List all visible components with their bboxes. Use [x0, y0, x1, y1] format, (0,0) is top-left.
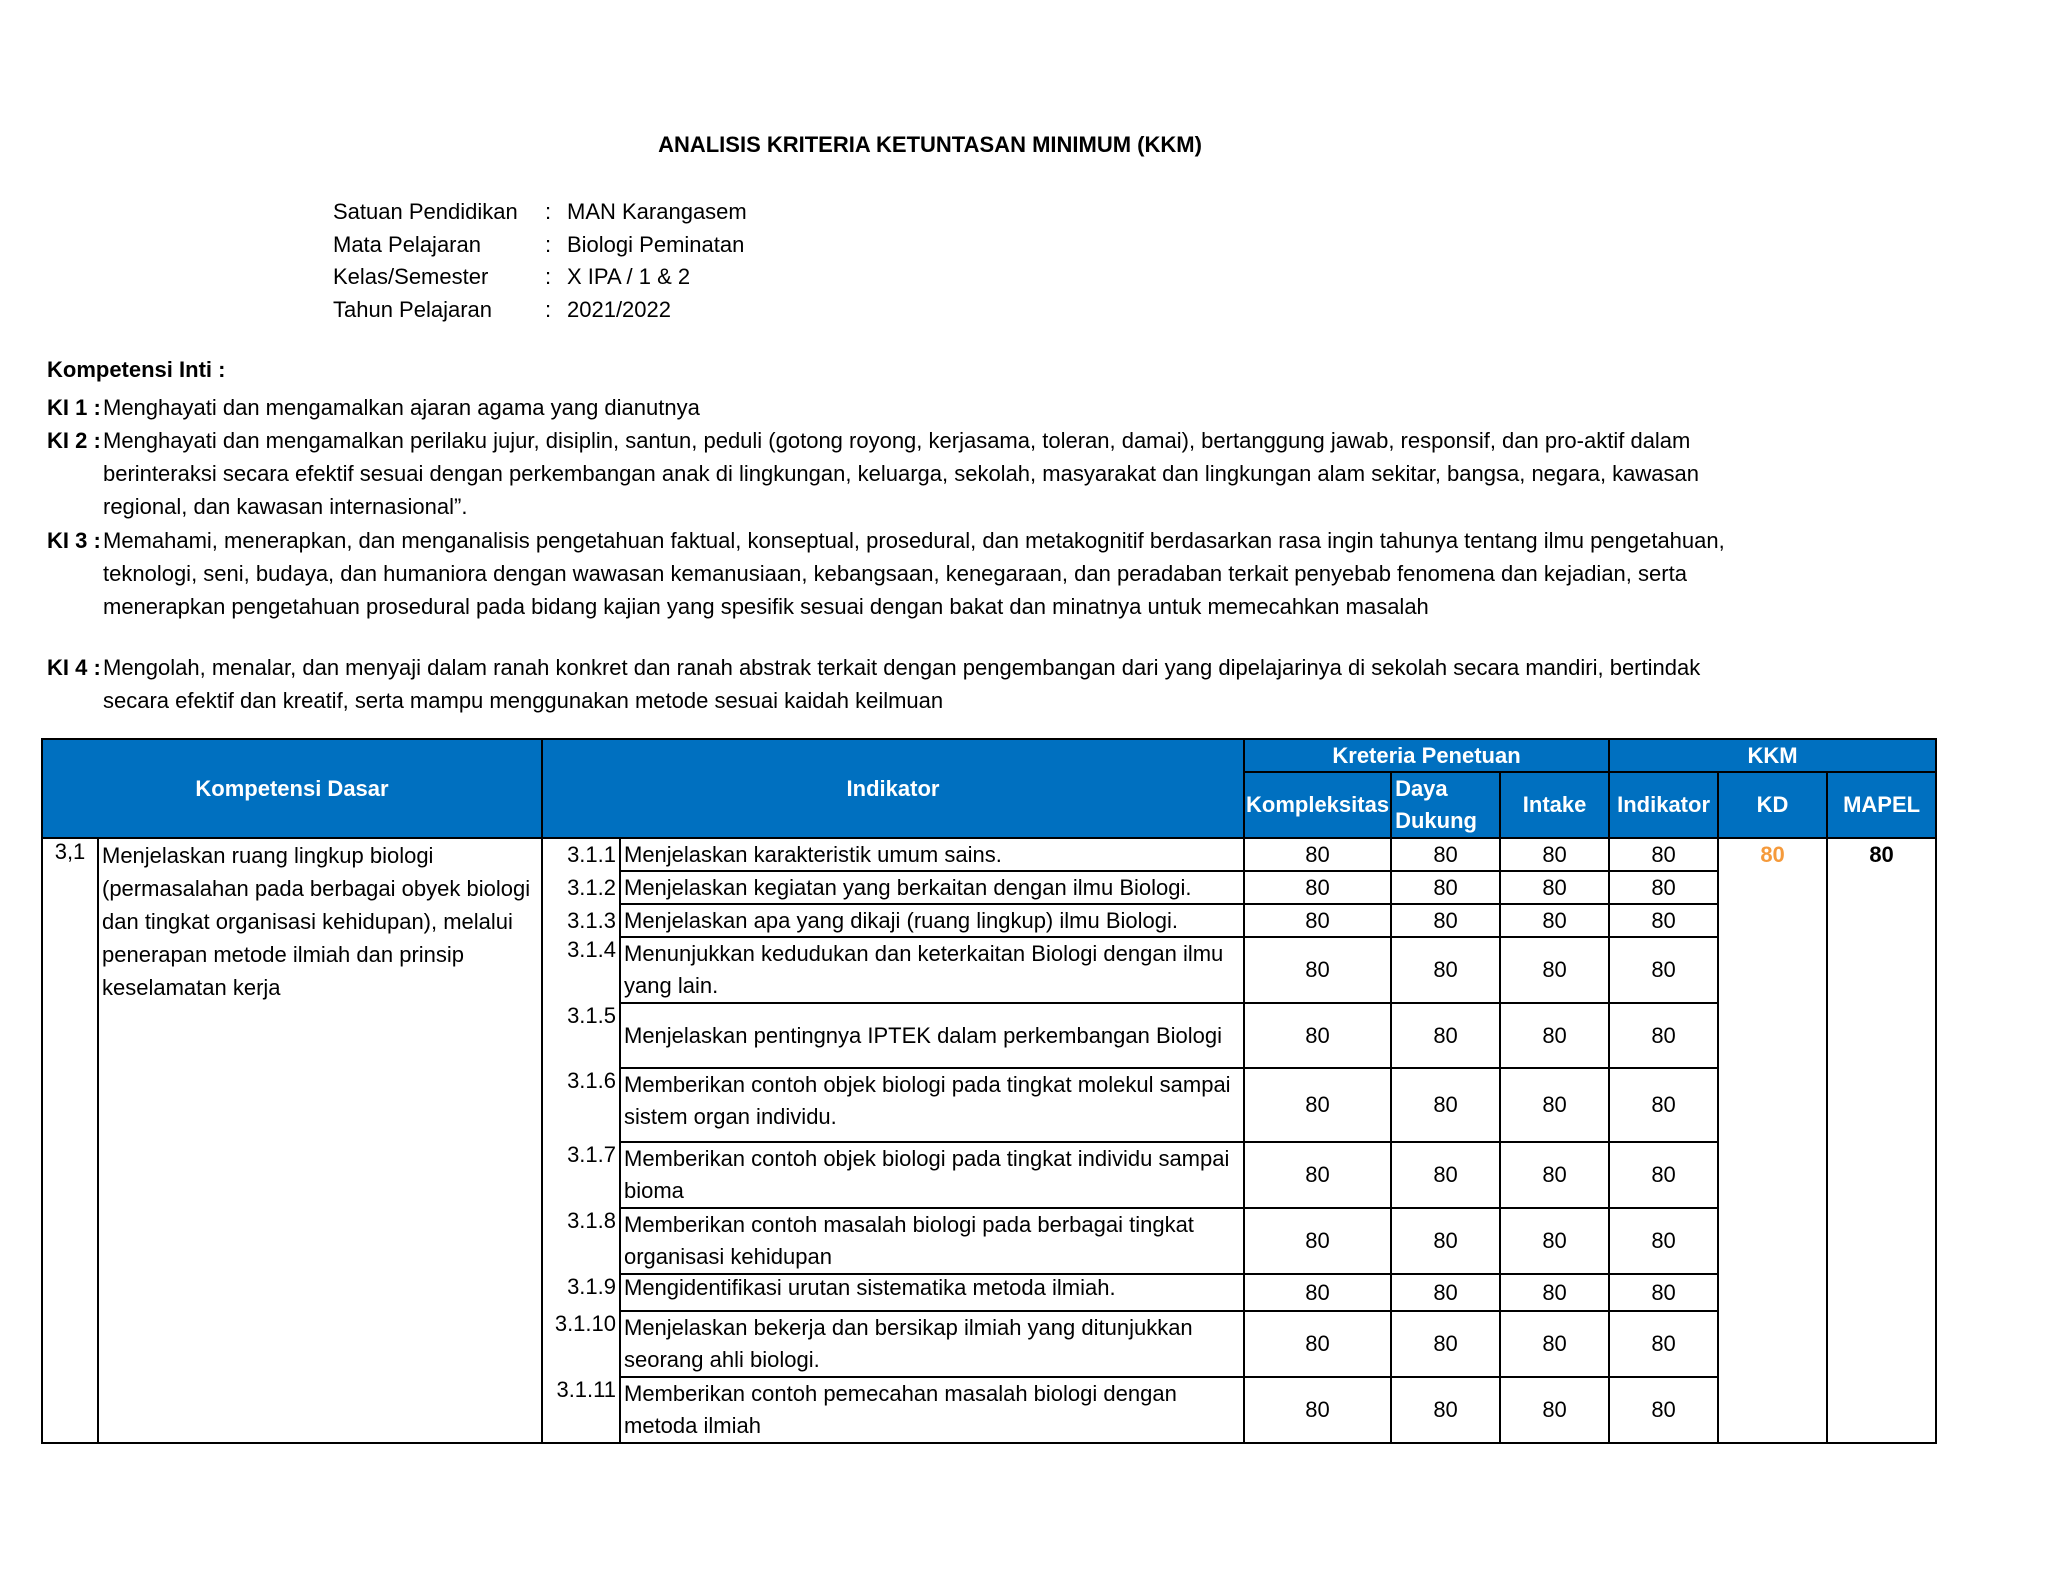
- indikator-text: Menunjukkan kedudukan dan keterkaitan Biologi dengan ilmu yang lain.: [620, 937, 1244, 1003]
- daya-dukung-value: 80: [1391, 1142, 1500, 1208]
- indikator-kkm-value: 80: [1609, 1208, 1718, 1274]
- indikator-number: 3.1.3: [542, 904, 620, 937]
- intake-value: 80: [1500, 1068, 1609, 1142]
- intake-value: 80: [1500, 904, 1609, 937]
- kompleksitas-value: 80: [1244, 1208, 1391, 1274]
- ki-text: Memahami, menerapkan, dan menganalisis pengetahuan faktual, konseptual, prosedural, dan metakognitif berdasarkan rasa ingin tahunya tentang ilmu pengetahuan, teknologi, seni, budaya, dan humaniora dengan wawasan kemanusiaan, kebangsaan, kenegaraan, dan peradaban terkait penyebab fenomena dan kejadian, serta menerapkan pengetahuan prosedural pada bidang kajian yang spesifik sesuai dengan bakat dan minatnya untuk memecahkan masalah: [103, 528, 1725, 619]
- kompleksitas-value: 80: [1244, 1068, 1391, 1142]
- indikator-number: 3.1.10: [542, 1311, 620, 1377]
- kkm-table: [41, 738, 1937, 1444]
- indikator-kkm-value: 80: [1609, 937, 1718, 1003]
- kompleksitas-value: 80: [1244, 1377, 1391, 1443]
- indikator-number: 3.1.9: [542, 1274, 620, 1311]
- indikator-kkm-value: 80: [1609, 871, 1718, 904]
- info-label: Satuan Pendidikan: [333, 199, 518, 224]
- intake-value: 80: [1500, 1274, 1609, 1311]
- header-kkm: KKM: [1609, 739, 1936, 772]
- indikator-kkm-value: 80: [1609, 1003, 1718, 1068]
- ki-code: KI 1 :: [47, 395, 101, 420]
- kompleksitas-value: 80: [1244, 1003, 1391, 1068]
- table-row: [42, 838, 1936, 871]
- kompleksitas-value: 80: [1244, 1142, 1391, 1208]
- indikator-kkm-value: 80: [1609, 1377, 1718, 1443]
- daya-dukung-value: 80: [1391, 904, 1500, 937]
- info-row-mapel: [333, 229, 747, 262]
- indikator-kkm-value: 80: [1609, 1311, 1718, 1377]
- indikator-number: 3.1.2: [542, 871, 620, 904]
- kd-description: Menjelaskan ruang lingkup biologi (permasalahan pada berbagai obyek biologi dan tingkat organisasi kehidupan), melalui penerapan metode ilmiah dan prinsip keselamatan kerja: [98, 838, 542, 1443]
- indikator-number: 3.1.7: [542, 1142, 620, 1208]
- kompleksitas-value: 80: [1244, 937, 1391, 1003]
- kd-kkm-value: 80: [1718, 838, 1827, 1443]
- daya-dukung-value: 80: [1391, 838, 1500, 871]
- indikator-number: 3.1.11: [542, 1377, 620, 1443]
- indikator-text: Mengidentifikasi urutan sistematika metoda ilmiah.: [620, 1274, 1244, 1311]
- indikator-number: 3.1.8: [542, 1208, 620, 1274]
- ki-2: [47, 424, 1727, 523]
- indikator-number: 3.1.6: [542, 1068, 620, 1142]
- header-kriteria-penentuan: Kreteria Penetuan: [1244, 739, 1609, 772]
- info-label: Mata Pelajaran: [333, 231, 481, 257]
- indikator-number: 3.1.5: [542, 1003, 620, 1068]
- info-row-tahun: [333, 294, 747, 327]
- indikator-text: Menjelaskan apa yang dikaji (ruang lingkup) ilmu Biologi.: [620, 904, 1244, 937]
- info-value: 2021/2022: [567, 296, 671, 322]
- info-label: Kelas/Semester: [333, 264, 489, 289]
- ki-3: [47, 524, 1727, 623]
- ki-4: [47, 651, 1727, 717]
- header-kd: KD: [1718, 772, 1827, 838]
- ki-code: KI 4 :: [47, 655, 101, 680]
- info-label: Tahun Pelajaran: [333, 296, 493, 322]
- indikator-kkm-value: 80: [1609, 1068, 1718, 1142]
- header-daya-dukung: Daya Dukung: [1391, 772, 1500, 838]
- kompleksitas-value: 80: [1244, 904, 1391, 937]
- kompleksitas-value: 80: [1244, 838, 1391, 871]
- indikator-kkm-value: 80: [1609, 1142, 1718, 1208]
- kompleksitas-value: 80: [1244, 1274, 1391, 1311]
- page-title: ANALISIS KRITERIA KETUNTASAN MINIMUM (KKM): [658, 132, 1202, 157]
- indikator-number: 3.1.1: [542, 838, 620, 871]
- ki-code: KI 3 :: [47, 528, 101, 553]
- header-intake: Intake: [1500, 772, 1609, 838]
- intake-value: 80: [1500, 871, 1609, 904]
- indikator-text: Menjelaskan pentingnya IPTEK dalam perkembangan Biologi: [620, 1003, 1244, 1068]
- indikator-text: Menjelaskan bekerja dan bersikap ilmiah yang ditunjukkan seorang ahli biologi.: [620, 1311, 1244, 1377]
- daya-dukung-value: 80: [1391, 1377, 1500, 1443]
- info-colon: :: [545, 296, 552, 322]
- indikator-text: Memberikan contoh masalah biologi pada berbagai tingkat organisasi kehidupan: [620, 1208, 1244, 1274]
- header-indikator: Indikator: [542, 739, 1244, 838]
- header-kkm-indikator: Indikator: [1609, 772, 1718, 838]
- ki-code: KI 2 :: [47, 428, 101, 453]
- intake-value: 80: [1500, 1208, 1609, 1274]
- header-kompleksitas: Kompleksitas: [1244, 772, 1391, 838]
- info-value: MAN Karangasem: [567, 199, 747, 224]
- header-mapel: MAPEL: [1827, 772, 1936, 838]
- indikator-text: Menjelaskan kegiatan yang berkaitan dengan ilmu Biologi.: [620, 871, 1244, 904]
- intake-value: 80: [1500, 1003, 1609, 1068]
- intake-value: 80: [1500, 1311, 1609, 1377]
- intake-value: 80: [1500, 937, 1609, 1003]
- daya-dukung-value: 80: [1391, 1311, 1500, 1377]
- daya-dukung-value: 80: [1391, 1208, 1500, 1274]
- ki-heading: Kompetensi Inti :: [47, 357, 226, 382]
- intake-value: 80: [1500, 1142, 1609, 1208]
- indikator-kkm-value: 80: [1609, 838, 1718, 871]
- kd-number: 3,1: [42, 838, 98, 1443]
- kompleksitas-value: 80: [1244, 871, 1391, 904]
- info-value: X IPA / 1 & 2: [567, 264, 691, 289]
- indikator-kkm-value: 80: [1609, 1274, 1718, 1311]
- ki-text: Mengolah, menalar, dan menyaji dalam ranah konkret dan ranah abstrak terkait dengan pengembangan dari yang dipelajarinya di sekolah secara mandiri, bertindak secara efektif dan kreatif, serta mampu menggunakan metode sesuai kaidah keilmuan: [103, 655, 1701, 713]
- daya-dukung-value: 80: [1391, 871, 1500, 904]
- school-info: [333, 196, 747, 326]
- mapel-kkm-value: 80: [1827, 838, 1936, 1443]
- indikator-number: 3.1.4: [542, 937, 620, 1003]
- header-kompetensi-dasar: Kompetensi Dasar: [42, 739, 542, 838]
- info-value: Biologi Peminatan: [567, 231, 745, 257]
- indikator-text: Menjelaskan karakteristik umum sains.: [620, 838, 1244, 871]
- indikator-text: Memberikan contoh objek biologi pada tingkat molekul sampai sistem organ individu.: [620, 1068, 1244, 1142]
- daya-dukung-value: 80: [1391, 1274, 1500, 1311]
- ki-text: Menghayati dan mengamalkan perilaku jujur, disiplin, santun, peduli (gotong royong, kerjasama, toleran, damai), bertanggung jawab, responsif, dan pro-aktif dalam berinteraksi secara efektif sesuai dengan perkembangan anak di lingkungan, keluarga, sekolah, masyarakat dan lingkungan alam sekitar, bangsa, negara, kawasan regional, dan kawasan internasional”.: [103, 428, 1699, 519]
- indikator-text: Memberikan contoh pemecahan masalah biologi dengan metoda ilmiah: [620, 1377, 1244, 1443]
- indikator-kkm-value: 80: [1609, 904, 1718, 937]
- kompleksitas-value: 80: [1244, 1311, 1391, 1377]
- ki-text: Menghayati dan mengamalkan ajaran agama yang dianutnya: [103, 395, 700, 420]
- info-row-kelas: [333, 261, 747, 294]
- daya-dukung-value: 80: [1391, 1003, 1500, 1068]
- daya-dukung-value: 80: [1391, 937, 1500, 1003]
- intake-value: 80: [1500, 838, 1609, 871]
- info-colon: :: [545, 199, 552, 224]
- indikator-text: Memberikan contoh objek biologi pada tingkat individu sampai bioma: [620, 1142, 1244, 1208]
- info-colon: :: [545, 264, 552, 289]
- ki-1: [47, 391, 1727, 424]
- intake-value: 80: [1500, 1377, 1609, 1443]
- info-colon: :: [545, 231, 552, 257]
- info-row-satuan: [333, 196, 747, 229]
- daya-dukung-value: 80: [1391, 1068, 1500, 1142]
